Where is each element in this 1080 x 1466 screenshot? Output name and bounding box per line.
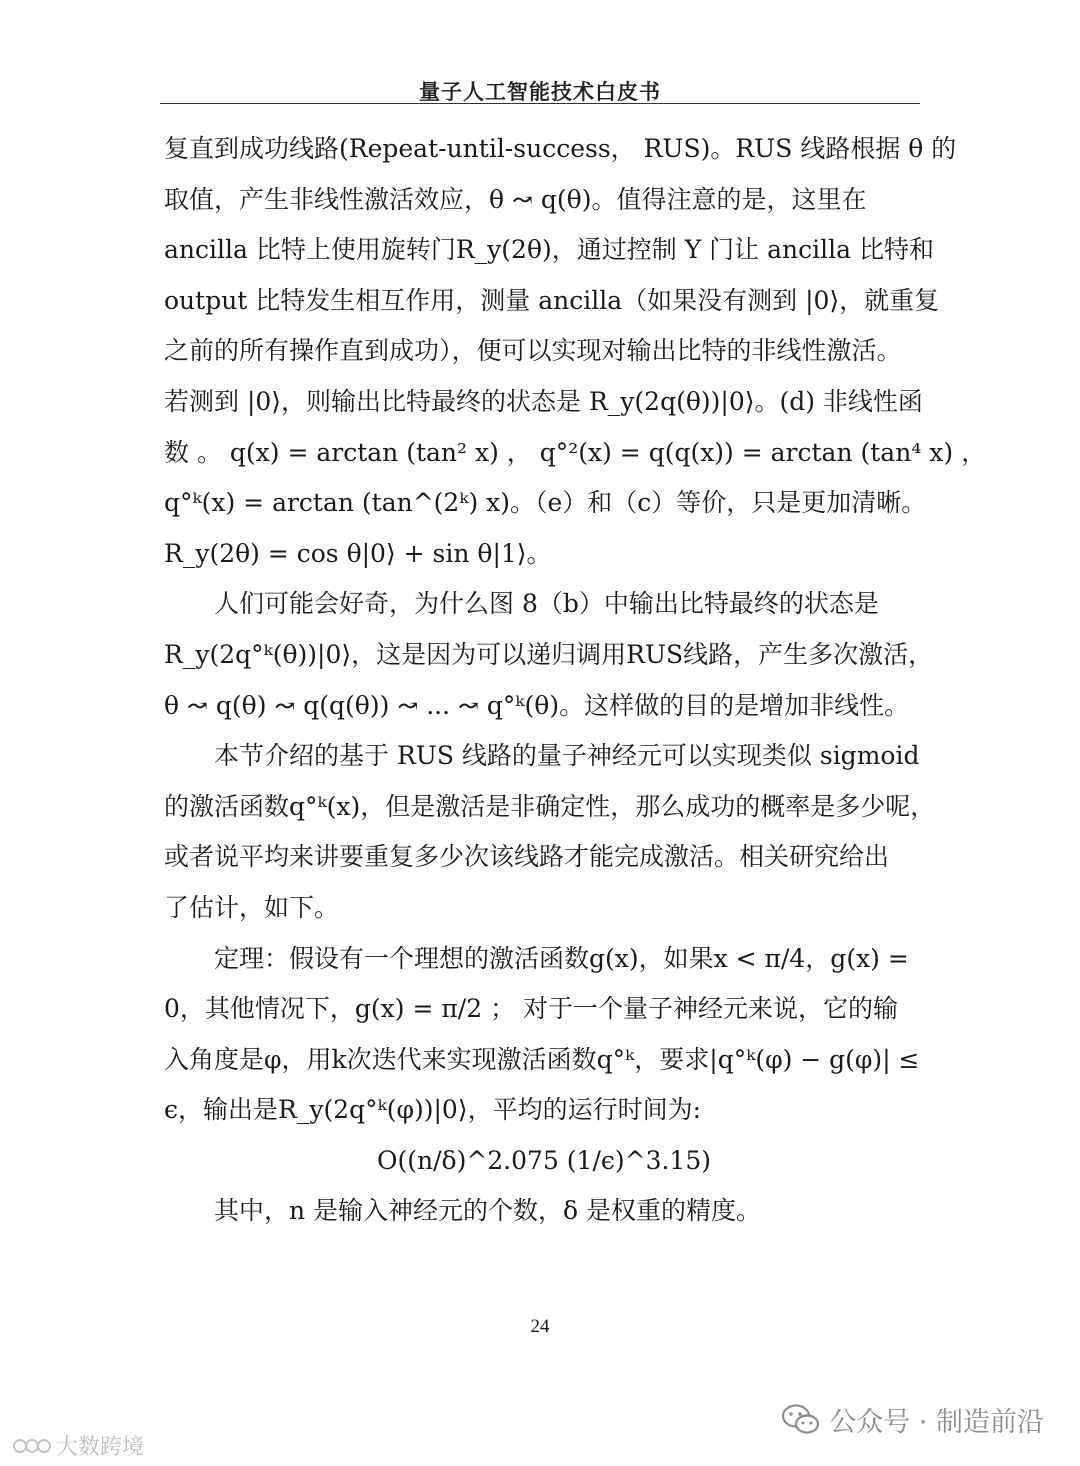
- paragraph-start-line: 本节介绍的基于 RUS 线路的量子神经元可以实现类似 sigmoid: [214, 741, 920, 771]
- text-line: 复直到成功线路(Repeat-until-success， RUS)。RUS 线路根据 θ 的: [164, 134, 957, 163]
- formula-line: O((n/δ)^2.075 (1/ϵ)^3.15): [377, 1145, 711, 1175]
- text-line: 0，其他情况下，g(x) = π/2 ； 对于一个量子神经元来说，它的输: [164, 994, 899, 1024]
- logo-icon: [12, 1434, 52, 1458]
- body-text: [164, 124, 987, 1237]
- watermark-left-text: 大数跨境: [56, 1435, 145, 1460]
- text-line: 若测到 |0⟩，则输出比特最终的状态是 R_y(2q(θ))|0⟩。(d) 非线性函: [164, 386, 923, 416]
- text-line: 入角度是φ，用k次迭代来实现激活函数q°ᵏ，要求|q°ᵏ(φ) − g(φ)| ≤: [164, 1044, 920, 1074]
- theorem-line: 定理：假设有一个理想的激活函数g(x)，如果x < π/4，g(x) =: [214, 943, 909, 973]
- paragraph-start-line: 其中，n 是输入神经元的个数，δ 是权重的精度。: [214, 1196, 762, 1226]
- paragraph-start-line: 人们可能会好奇，为什么图 8（b）中输出比特最终的状态是: [214, 589, 879, 619]
- wechat-icon: [781, 1403, 821, 1437]
- page-number: 24: [530, 1316, 550, 1337]
- text-line: ϵ，输出是R_y(2q°ᵏ(φ))|0⟩，平均的运行时间为:: [164, 1095, 702, 1125]
- text-line: 的激活函数q°ᵏ(x)，但是激活是非确定性，那么成功的概率是多少呢，: [164, 791, 936, 821]
- watermark-right-text: 公众号 · 制造前沿: [829, 1407, 1044, 1438]
- text-line: R_y(2q°ᵏ(θ))|0⟩，这是因为可以递归调用RUS线路，产生多次激活，: [164, 639, 934, 669]
- text-line: 取值，产生非线性激活效应，θ ↝ q(θ)。值得注意的是，这里在: [164, 184, 867, 214]
- watermark-right: [781, 1400, 1044, 1439]
- header-rule: [160, 103, 920, 104]
- header-title: 量子人工智能技术白皮书: [419, 80, 661, 104]
- text-line: output 比特发生相互作用，测量 ancilla（如果没有测到 |0⟩，就重复: [164, 285, 940, 315]
- text-line: 数 。 q(x) = arctan (tan² x) ， q°²(x) = q(q(x)) = arctan (tan⁴ x) ，: [164, 437, 987, 467]
- text-line: 或者说平均来讲要重复多少次该线路才能完成激活。相关研究给出: [164, 842, 890, 872]
- watermark-left: [12, 1430, 144, 1461]
- text-line: 之前的所有操作直到成功），便可以实现对输出比特的非线性激活。: [164, 336, 902, 366]
- text-line: q°ᵏ(x) = arctan (tan^(2ᵏ) x)。（e）和（c）等价，只是更加清晰。: [164, 488, 927, 518]
- text-line: 了估计，如下。: [164, 892, 340, 922]
- text-line: ancilla 比特上使用旋转门R_y(2θ)，通过控制 Y 门让 ancilla 比特和: [164, 235, 934, 265]
- text-line: θ ↝ q(θ) ↝ q(q(θ)) ↝ ... ↝ q°ᵏ(θ)。这样做的目的是增加非线性。: [164, 690, 910, 720]
- text-line: R_y(2θ) = cos θ|0⟩ + sin θ|1⟩。: [164, 538, 552, 568]
